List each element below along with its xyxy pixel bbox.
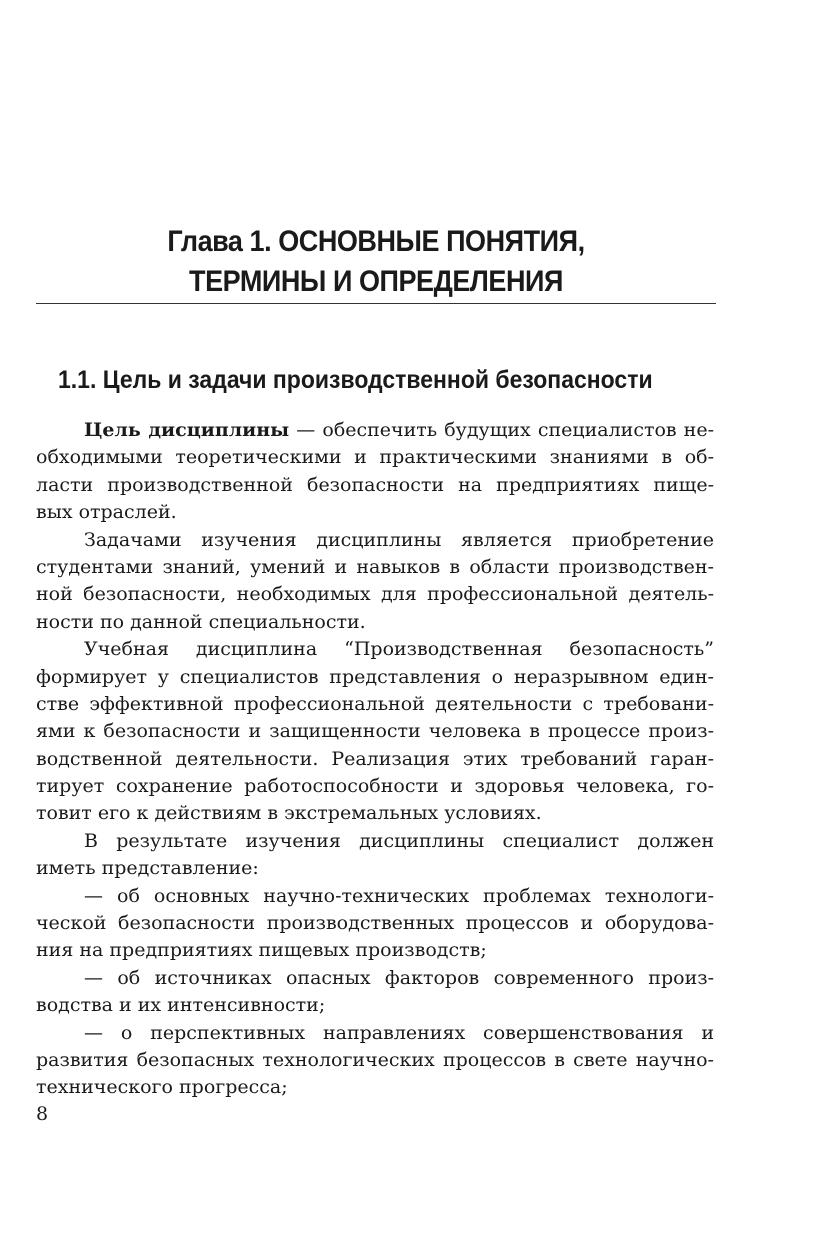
term-bold: Цель дисциплины [84,419,290,441]
text-line: товит его к действиям в экстремальных условиях. [36,802,542,825]
text-line: ласти производственной безопасности на предприятиях пище- [36,473,715,496]
text-line: ной безопасности, необходимых для профессиональной деятель- [36,583,715,606]
text-line: — о перспективных направлениях совершенствования и [84,1021,714,1044]
text-line: ния на предприятиях пищевых производств; [36,939,487,962]
text-line: студентами знаний, умений и навыков в области производствен- [36,555,714,578]
text-line: ями к безопасности и защищенности человека в процессе произ- [36,720,715,743]
text-line: Задачами изучения дисциплины является приобретение [84,528,714,551]
text-line: развития безопасных технологических процессов в свете научно- [36,1048,714,1071]
text-line: В результате изучения дисциплины специалист должен [84,829,714,852]
chapter-title [70,222,682,302]
text-line: — об источниках опасных факторов современного произ- [84,966,715,989]
text-line: формирует у специалистов представления о неразрывном един- [36,665,714,688]
chapter-title-line-1: Глава 1. ОСНОВНЫЕ ПОНЯТИЯ, [167,225,585,258]
text-line: иметь представление: [36,857,259,880]
page-number: 8 [36,1103,49,1125]
text-line: обходимыми теоретическими и практическими знаниями в об- [36,446,714,469]
text-line: ческой безопасности производственных процессов и оборудова- [36,912,714,935]
text-line: ности по данной специальности. [36,610,366,633]
section-title: 1.1. Цель и задачи производственной безопасности [58,366,653,394]
text-line: тирует сохранение работоспособности и здоровья человека, го- [36,775,714,798]
body-text [36,417,714,1102]
text-line: водственной деятельности. Реализация этих требований гаран- [36,747,715,770]
text-line: водства и их интенсивности; [36,994,326,1017]
text-line: вых отраслей. [36,501,177,524]
chapter-title-line-2: ТЕРМИНЫ И ОПРЕДЕЛЕНИЯ [189,265,563,298]
text-line: стве эффективной профессиональной деятельности с требовани- [36,692,714,715]
text-line: — об основных научно-технических проблемах технологи- [84,884,715,907]
text-line: Учебная дисциплина “Производственная безопасность” [84,638,714,661]
text-line: Цель дисциплины — обеспечить будущих специалистов не- [84,419,715,441]
text-line: технического прогресса; [36,1076,288,1099]
chapter-divider [36,303,716,304]
